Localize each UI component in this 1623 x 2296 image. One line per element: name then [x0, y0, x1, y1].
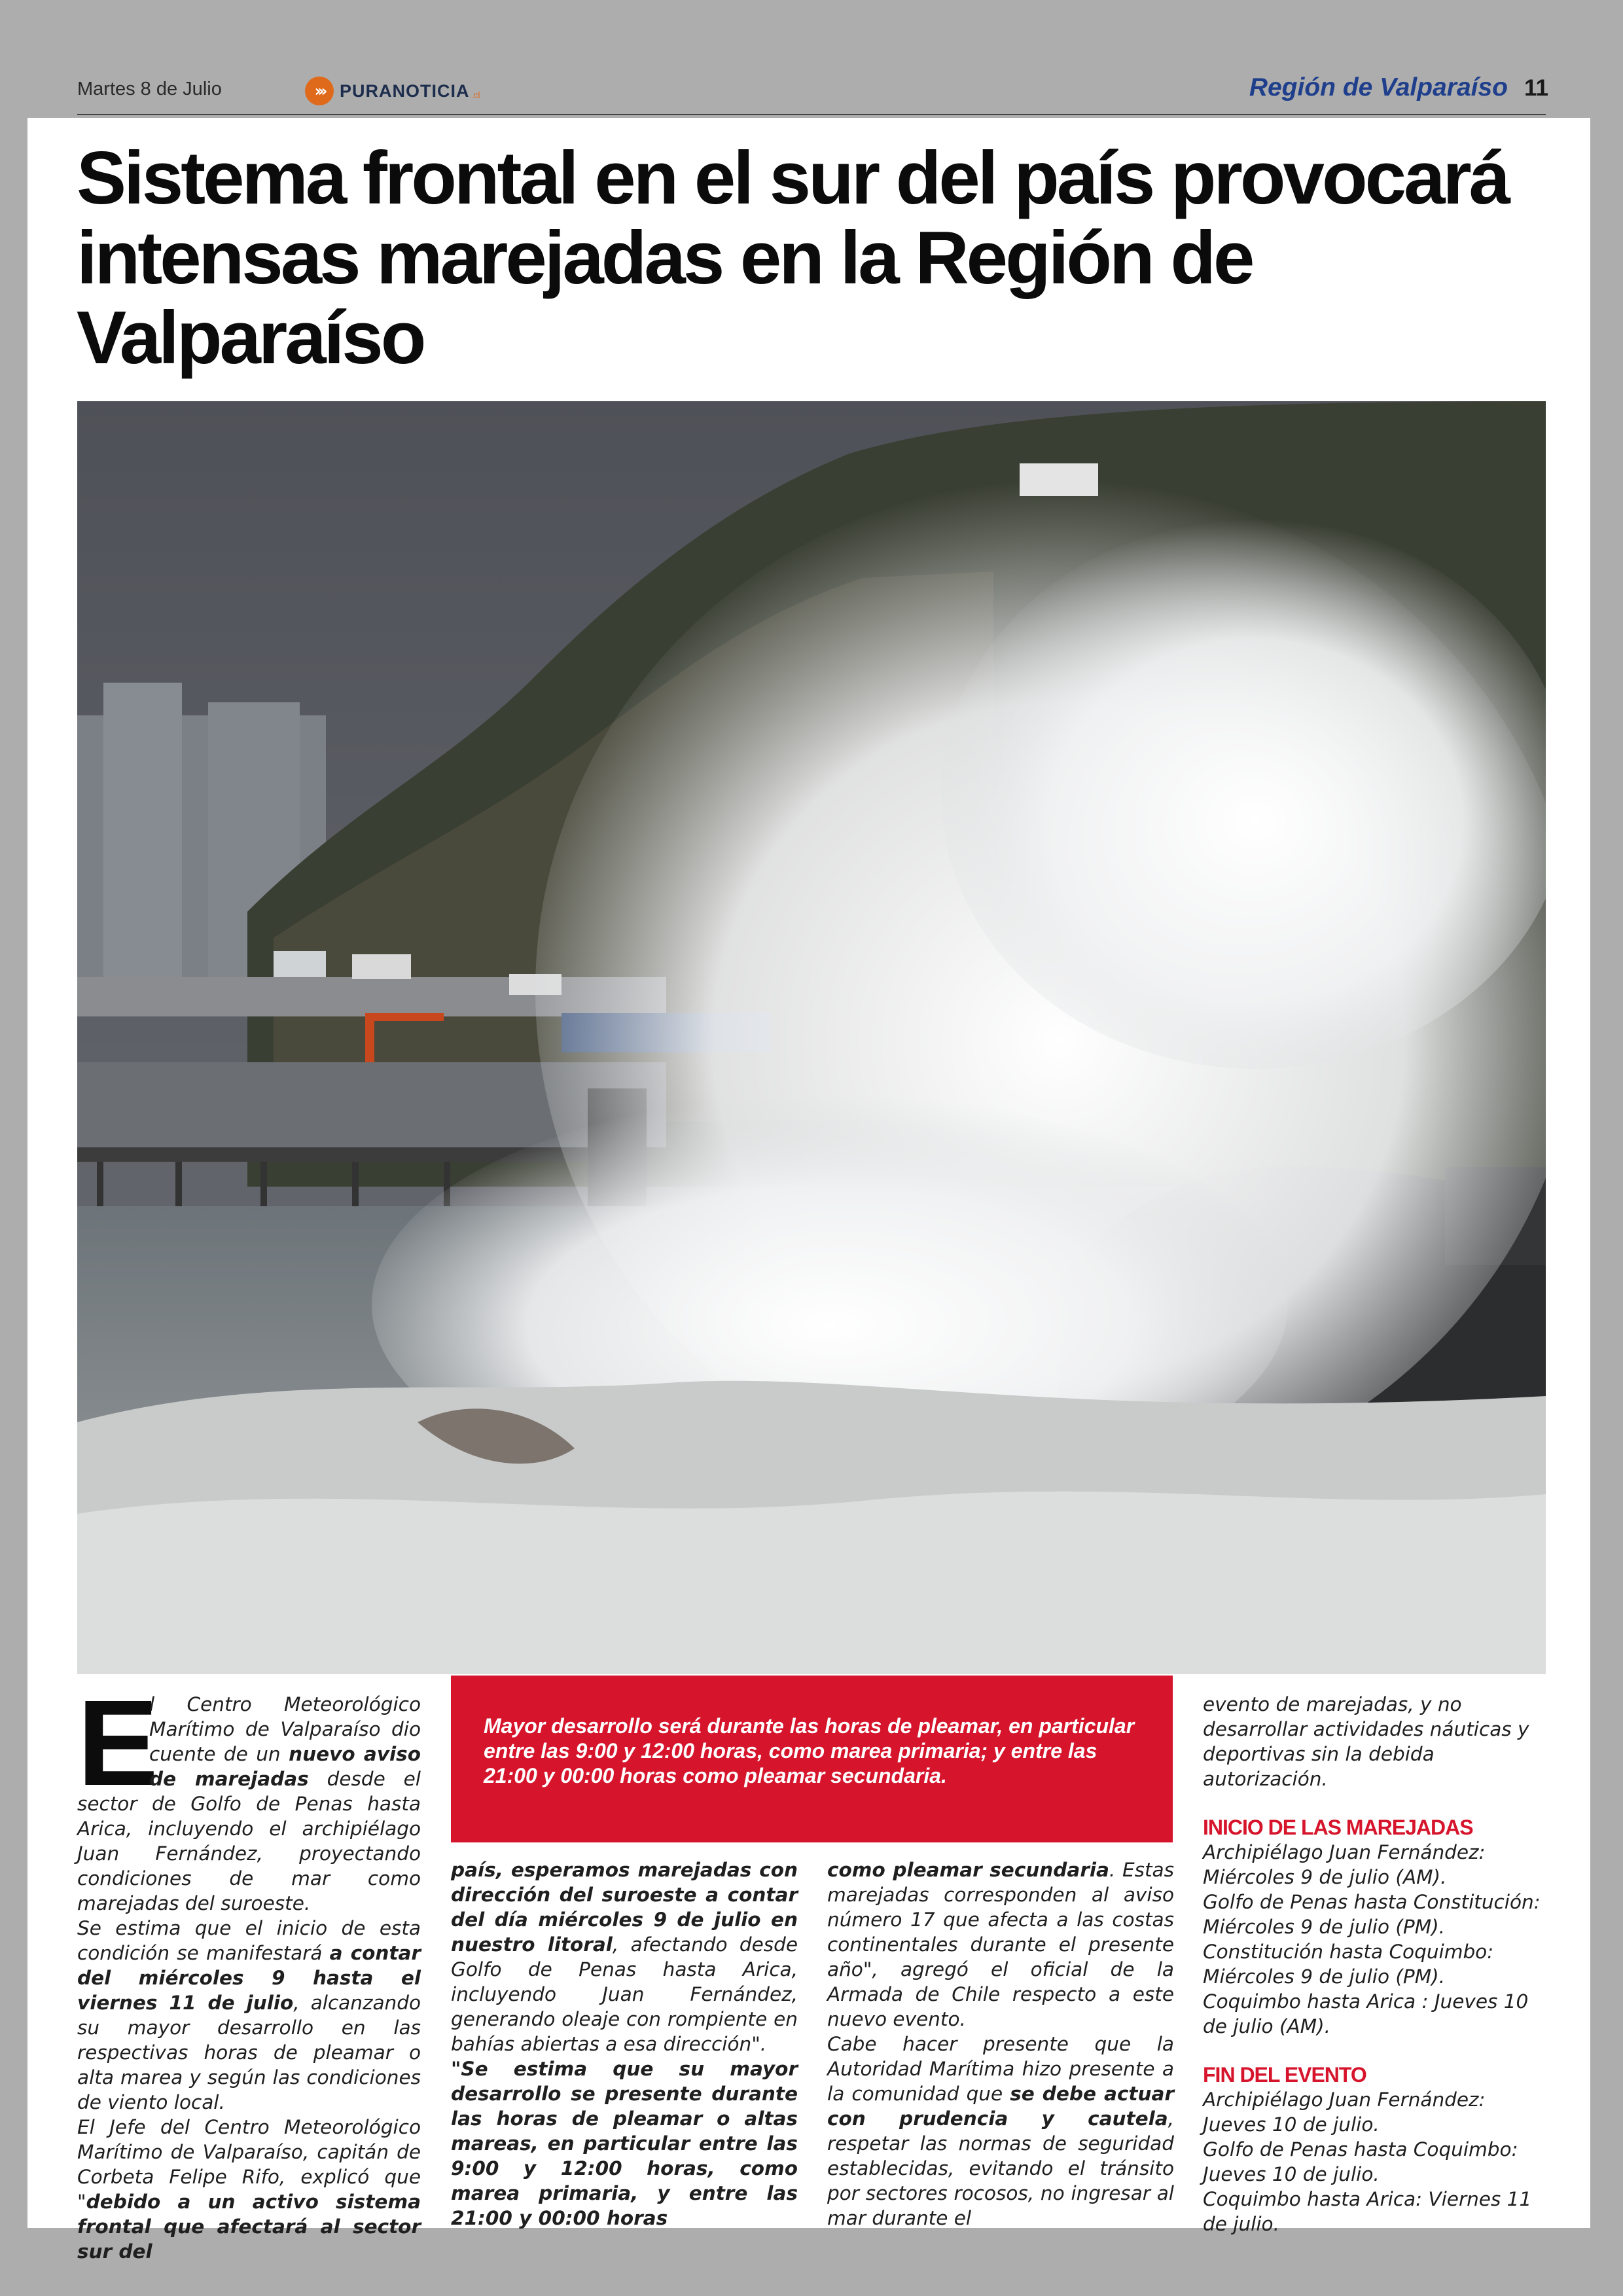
- article-paragraph-2: [77, 1916, 421, 2115]
- article-paragraph-8: evento de marejadas, y no desarrollar actividades náuticas y deportivas sin la debida autorización.: [1203, 1693, 1529, 1790]
- article-column-1: [77, 1676, 421, 2264]
- emphasis-run: como pleamar secundaria: [827, 1859, 1109, 1881]
- start-schedule-item: Constitución hasta Coquimbo: Miércoles 9 de julio (PM).: [1203, 1941, 1494, 1988]
- text-run: , afectando desde Golfo de Penas hasta Arica, incluyendo Juan Fernández, generando oleaje con rompiente en bahías abiertas a esa dirección".: [451, 1933, 798, 2055]
- issue-date: Martes 8 de Julio: [77, 79, 222, 99]
- text-run: . Estas marejadas corresponden al aviso número 17 que afecta a las costas continentales durante el presente año", agregó el oficial de la Armada de Chile respecto a este nuevo evento.: [827, 1859, 1174, 2030]
- end-schedule-item: Archipiélago Juan Fernández: Jueves 10 de julio.: [1203, 2089, 1486, 2136]
- start-schedule-item: Golfo de Penas hasta Constitución: Miércoles 9 de julio (PM).: [1203, 1891, 1541, 1938]
- article-paragraph-3: [77, 2115, 421, 2264]
- text-run: , respetar las normas de seguridad establecidas, evitando el tránsito por sectores rocosos, no ingresar al mar durante el: [827, 2108, 1174, 2229]
- text-run: , alcanzando su mayor desarrollo en las respectivas horas de pleamar o alta marea y según las condiciones de viento local.: [77, 1992, 421, 2113]
- article-paragraph-6: [827, 1857, 1174, 2032]
- brand-chevrons-icon: ›››: [305, 77, 334, 105]
- end-schedule-item: Coquimbo hasta Arica: Viernes 11 de julio.: [1203, 2188, 1532, 2235]
- drop-cap: E: [77, 1676, 159, 1811]
- text-run: El Jefe del Centro Meteorológico Marítimo de Valparaíso, capitán de Corbeta Felipe Rifo, explicó que ": [77, 2116, 421, 2213]
- text-run: l Centro Meteorológico Marítimo de Valparaíso dio cuente de un: [149, 1693, 421, 1765]
- header-rule: [77, 114, 1546, 115]
- article-column-2: [451, 1857, 798, 2231]
- start-schedule-heading: INICIO DE LAS MAREJADAS: [1203, 1816, 1473, 1839]
- brand-logo: [305, 77, 480, 105]
- article-column-4: [1203, 1692, 1548, 2236]
- wave-photo: [77, 401, 1546, 1674]
- emphasis-run: "Se estima que su mayor desarrollo se presente durante las horas de pleamar o altas mareas, en particular entre las 9:00 y 12:00 horas, como marea primaria, y entre las 21:00 y 00:00 horas: [451, 2058, 798, 2229]
- brand-name: PURANOTICIA: [340, 81, 470, 101]
- end-schedule-item: Golfo de Penas hasta Coquimbo: Jueves 10 de julio.: [1203, 2138, 1518, 2185]
- pull-quote-box: [451, 1676, 1173, 1842]
- emphasis-run: país, esperamos marejadas con dirección del suroeste a contar del día miércoles 9 de julio en nuestro litoral: [451, 1859, 798, 1956]
- emphasis-run: a contar del miércoles 9 hasta el viernes 11 de julio: [77, 1942, 421, 2014]
- start-schedule-item: Coquimbo hasta Arica : Jueves 10 de julio (AM).: [1203, 1990, 1529, 2037]
- headline: Sistema frontal en el sur del país provocará intensas marejadas en la Región de Valparaíso: [77, 137, 1508, 380]
- article-paragraph-4: [451, 1857, 798, 2056]
- article-paragraph-5: [451, 2056, 798, 2231]
- brand-domain: .cl: [471, 90, 480, 100]
- photo-illustration: [77, 401, 1546, 1674]
- start-schedule-item: Archipiélago Juan Fernández: Miércoles 9 de julio (AM).: [1203, 1841, 1486, 1888]
- article-column-3: [827, 1857, 1174, 2231]
- emphasis-run: se debe actuar con prudencia y cautela: [827, 2083, 1174, 2130]
- article-paragraph-7: [827, 2032, 1174, 2231]
- text-run: Se estima que el inicio de esta condición se manifestará: [77, 1917, 421, 1964]
- text-run: desde el sector de Golfo de Penas hasta Arica, incluyendo el archipiélago Juan Fernández, proyectando condiciones de mar como marejadas del suroeste.: [77, 1768, 421, 1914]
- emphasis-run: nuevo aviso de marejadas: [149, 1743, 421, 1790]
- section-name: Región de Valparaíso: [1249, 73, 1508, 101]
- end-schedule-heading: FIN DEL EVENTO: [1203, 2063, 1366, 2087]
- page-number: 11: [1524, 75, 1548, 101]
- pull-quote-text: Mayor desarrollo será durante las horas de pleamar, en particular entre las 9:00 y 12:00 horas, como marea primaria; y entre las 21:00 y 00:00 horas como pleamar secundaria.: [484, 1714, 1135, 1787]
- text-run: Cabe hacer presente que la Autoridad Marítima hizo presente a la comunidad que: [827, 2033, 1174, 2105]
- emphasis-run: debido a un activo sistema frontal que afectará al sector sur del: [77, 2191, 421, 2263]
